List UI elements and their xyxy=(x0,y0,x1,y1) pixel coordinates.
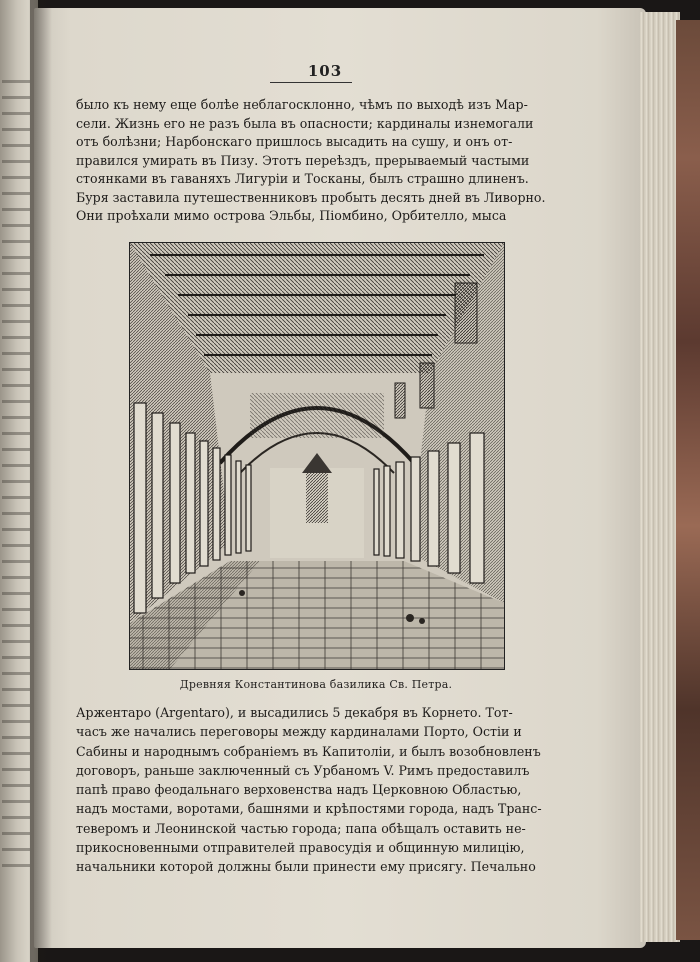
text-line: начальники которой должны были принести ему присягу. Печально xyxy=(76,859,536,875)
text-line: Буря заставила путешественниковъ пробыть десять дней въ Ливорно. xyxy=(76,189,546,205)
text-line: стоянками въ гаваняхъ Лигуріи и Тосканы, былъ страшно длиненъ. xyxy=(76,171,529,186)
text-line: договоръ, раньше заключенный съ Урбаномъ V. Римъ предоставилъ xyxy=(76,762,530,778)
page-number-rule xyxy=(270,82,352,83)
text-line: надъ мостами, воротами, башнями и крѣпостями города, надъ Транс- xyxy=(76,801,542,817)
page-block-edge xyxy=(640,12,680,942)
text-line: Они проѣхали мимо острова Эльбы, Піомбино, Орбителло, мыса xyxy=(76,208,507,223)
text-line: отъ болѣзни; Нарбонскаго пришлось высадить на сушу, и онъ от- xyxy=(76,134,513,149)
text-line: часъ же начались переговоры между кардиналами Порто, Остіи и xyxy=(76,724,522,740)
text-line: прикосновенными отправителей правосудія и общинную милицію, xyxy=(76,840,525,856)
text-line: правился умирать въ Пизу. Этотъ переѣздъ, прерываемый частыми xyxy=(76,152,530,168)
text-line: папѣ право феодальнаго верховенства надъ Церковною Областью, xyxy=(76,782,522,798)
text-line: теверомъ и Леонинской частью города; папа обѣщалъ оставить не- xyxy=(76,820,526,836)
body-text-bottom xyxy=(76,703,566,877)
text-line: Аржентаро (Argentaro), и высадились 5 декабря въ Корнето. Тот- xyxy=(76,705,513,720)
basilica-engraving xyxy=(129,242,505,670)
body-text-top xyxy=(76,96,566,226)
text-line: сели. Жизнь его не разъ была въ опасности; кардиналы изнемогали xyxy=(76,115,534,131)
text-line: Сабины и народнымъ собраніемъ въ Капитоліи, и былъ возобновленъ xyxy=(76,743,541,759)
text-line: было къ нему еще болѣе неблагосклонно, чѣмъ по выходѣ изъ Мар- xyxy=(76,97,528,112)
figure-caption: Древняя Константинова базилика Св. Петра. xyxy=(179,678,453,691)
spine-shadow xyxy=(30,0,52,962)
page-number: 103 xyxy=(307,62,343,80)
book-cover-edge xyxy=(676,20,700,940)
